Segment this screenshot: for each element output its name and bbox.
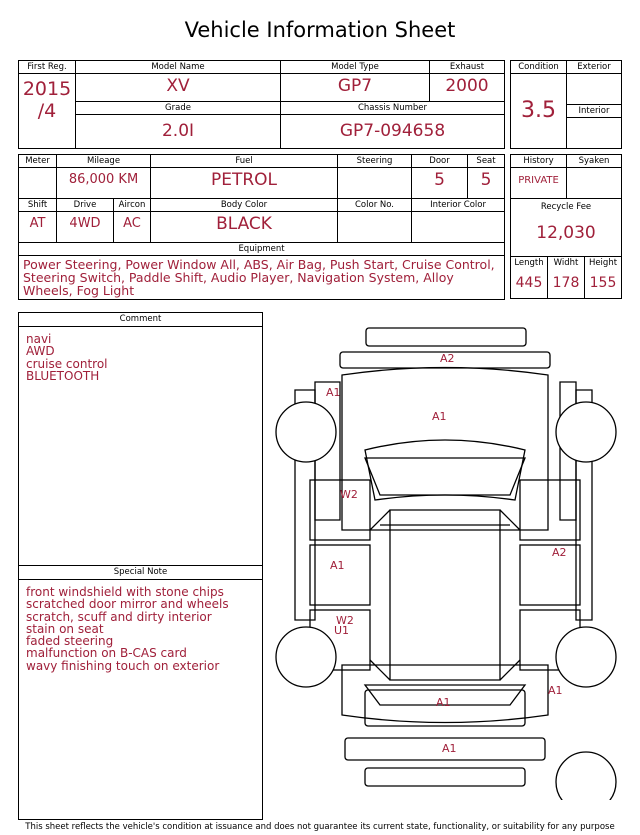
- spare-wheel: [556, 752, 616, 800]
- history-label: History: [511, 155, 566, 168]
- width-cell: [548, 257, 585, 299]
- note-line: faded steering: [26, 634, 114, 649]
- grade-cell: [76, 102, 281, 149]
- drive-value: 4WD: [69, 216, 101, 231]
- mark-bonnet: A1: [432, 410, 447, 423]
- special-note-box: [18, 565, 263, 820]
- color-no-label: Color No.: [338, 199, 411, 212]
- fuel-label: Fuel: [151, 155, 337, 168]
- model-type-cell: [281, 61, 430, 102]
- first-reg-label: First Reg.: [19, 61, 75, 74]
- comment-line: navi: [26, 332, 52, 346]
- width-label: Widht: [553, 258, 579, 268]
- aircon-label: Aircon: [114, 199, 150, 212]
- comment-line: BLUETOOTH: [26, 368, 100, 383]
- length-value: 445: [515, 275, 543, 291]
- note-line: wavy finishing touch on exterior: [26, 658, 220, 673]
- note-line: scratched door mirror and wheels: [26, 597, 229, 612]
- recycle-fee-value: 12,030: [536, 223, 596, 243]
- special-note-label: Special Note: [19, 566, 262, 580]
- first-reg-cell: [19, 61, 76, 149]
- comment-box: [18, 312, 263, 566]
- fuel-value: PETROL: [210, 170, 278, 190]
- shift-label: Shift: [19, 199, 56, 212]
- mark-right-rear-door: A2: [552, 546, 567, 559]
- mark-rear-bumper: A1: [442, 742, 457, 755]
- mark-left-rear-door-1: W2: [336, 614, 354, 627]
- meter-cell: [19, 155, 57, 199]
- condition-value: 3.5: [521, 98, 556, 123]
- first-reg-year: 2015: [22, 78, 72, 100]
- vehicle-damage-diagram: [270, 320, 620, 800]
- wheel-front-right: [556, 402, 616, 462]
- comment-list: [19, 327, 262, 388]
- condition-cell: [511, 61, 567, 149]
- exterior-cell: [567, 61, 622, 105]
- mileage-label: Mileage: [57, 155, 150, 168]
- model-name-value: XV: [166, 76, 190, 96]
- specs-table: [18, 154, 505, 300]
- comment-line: cruise control: [26, 356, 108, 371]
- chassis-value: GP7-094658: [339, 121, 446, 141]
- door-value: 5: [434, 170, 445, 190]
- chassis-label: Chassis Number: [281, 102, 504, 115]
- seat-cell: [468, 155, 505, 199]
- exhaust-label: Exhaust: [430, 61, 504, 74]
- height-value: 155: [589, 275, 617, 291]
- registration-table: [18, 60, 505, 149]
- length-label: Length: [514, 258, 544, 268]
- special-note-list: [19, 580, 262, 678]
- mileage-value: 86,000 KM: [68, 172, 139, 187]
- exhaust-value: 2000: [445, 76, 489, 96]
- length-cell: [511, 257, 548, 299]
- shift-cell: [19, 199, 57, 243]
- note-line: stain on seat: [26, 621, 104, 636]
- condition-label: Condition: [511, 61, 566, 74]
- wheel-front-left: [276, 402, 336, 462]
- recycle-fee-cell: [511, 199, 622, 257]
- steering-cell: [338, 155, 412, 199]
- equipment-label: Equipment: [238, 244, 285, 254]
- history-value: PRIVATE: [518, 175, 559, 186]
- aircon-cell: [114, 199, 151, 243]
- disclaimer-footer: This sheet reflects the vehicle's condition at issuance and does not guarantee its current state, functionality, or suitability for any purpose: [25, 822, 615, 832]
- fuel-cell: [151, 155, 338, 199]
- mark-left-rear-door-2: U1: [334, 624, 350, 637]
- meter-label: Meter: [19, 155, 56, 168]
- mark-left-mirror: A1: [326, 386, 341, 399]
- first-reg-month: /4: [37, 100, 57, 122]
- height-cell: [585, 257, 622, 299]
- mileage-cell: [57, 155, 151, 199]
- width-value: 178: [552, 275, 580, 291]
- mark-right-front-wheel: A1: [548, 684, 563, 697]
- body-color-cell: [151, 199, 338, 243]
- interior-label: Interior: [567, 105, 621, 118]
- seat-value: 5: [480, 170, 492, 190]
- mark-trunk: A1: [436, 696, 451, 709]
- history-cell: [511, 155, 567, 199]
- exhaust-cell: [430, 61, 505, 102]
- mark-left-front-door: W2: [340, 488, 358, 501]
- door-label: Door: [412, 155, 467, 168]
- mark-roof-rear: A2: [440, 352, 455, 365]
- chassis-cell: [281, 102, 505, 149]
- comment-line: AWD: [26, 344, 55, 359]
- wheel-rear-left: [276, 627, 336, 687]
- syaken-cell: [567, 155, 622, 199]
- equipment-label-cell: [19, 243, 505, 256]
- mark-left-front-quarter: A1: [330, 559, 345, 572]
- equipment-value: Power Steering, Power Window All, ABS, Air Bag, Push Start, Cruise Control, Steering Switch, Paddle Shift, Audio Player, Navigation System, Alloy Wheels, Fog Light: [23, 257, 495, 298]
- model-name-label: Model Name: [76, 61, 280, 74]
- wheel-rear-right: [556, 627, 616, 687]
- grade-value: 2.0I: [161, 121, 195, 141]
- grade-label: Grade: [76, 102, 280, 115]
- aircon-value: AC: [123, 216, 141, 231]
- interior-color-cell: [412, 199, 505, 243]
- height-label: Height: [588, 258, 618, 268]
- model-type-value: GP7: [337, 76, 373, 96]
- drive-cell: [57, 199, 114, 243]
- note-line: scratch, scuff and dirty interior: [26, 609, 212, 624]
- note-line: front windshield with stone chips: [26, 585, 224, 599]
- model-type-label: Model Type: [281, 61, 429, 74]
- shift-value: AT: [29, 216, 46, 231]
- sheet-title: Vehicle Information Sheet: [184, 18, 456, 42]
- interior-color-label: Interior Color: [412, 199, 504, 212]
- model-name-cell: [76, 61, 281, 102]
- seat-label: Seat: [468, 155, 504, 168]
- interior-cell: [567, 105, 622, 149]
- steering-label: Steering: [338, 155, 411, 168]
- body-color-value: BLACK: [216, 214, 272, 234]
- syaken-label: Syaken: [567, 155, 621, 168]
- condition-table: [510, 60, 622, 149]
- equipment-cell: [19, 256, 505, 300]
- comment-label: Comment: [19, 313, 262, 327]
- history-table: [510, 154, 622, 299]
- door-cell: [412, 155, 468, 199]
- exterior-label: Exterior: [567, 61, 621, 74]
- note-line: malfunction on B-CAS card: [26, 646, 187, 661]
- body-color-label: Body Color: [151, 199, 337, 212]
- recycle-fee-label: Recycle Fee: [540, 202, 592, 212]
- color-no-cell: [338, 199, 412, 243]
- drive-label: Drive: [57, 199, 113, 212]
